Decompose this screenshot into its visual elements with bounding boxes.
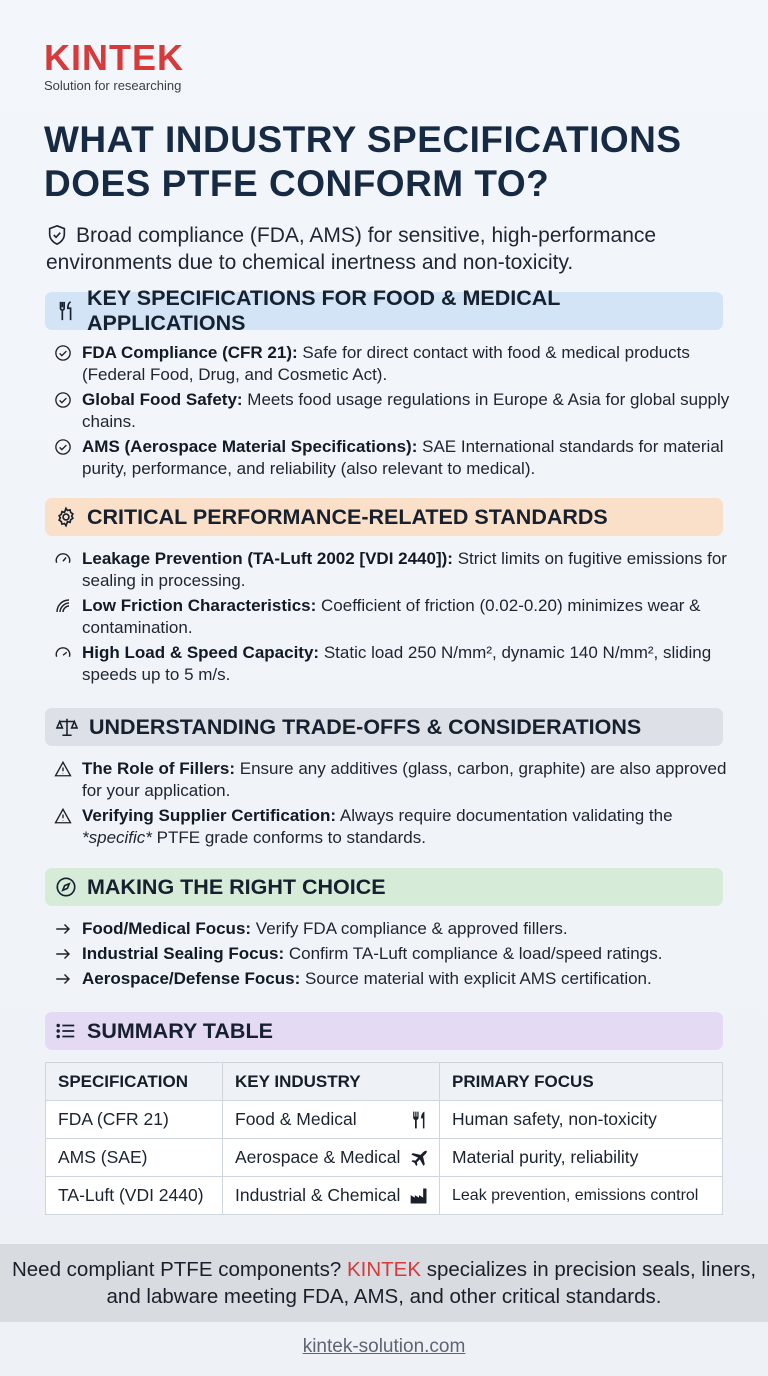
section-food-medical-heading [45, 286, 723, 335]
item-desc: Confirm TA-Luft compliance & load/speed ratings. [288, 944, 663, 963]
table-cell-text: Industrial & Chemical [235, 1185, 401, 1205]
item-desc: Ensure any additives (glass, carbon, graphite) are also approved for your application. [82, 759, 727, 800]
section-choice-heading [45, 868, 723, 906]
compass-icon [55, 876, 77, 898]
shield-check-icon [46, 224, 68, 246]
kintek-logo [44, 37, 184, 93]
table-cell: TA-Luft (VDI 2440) [46, 1177, 223, 1215]
list-item [54, 595, 734, 639]
table-cell: Human safety, non-toxicity [440, 1101, 723, 1139]
warning-icon [54, 807, 72, 825]
table-header-row [46, 1063, 723, 1101]
item-term: Verifying Supplier Certification: [82, 806, 337, 825]
list-item [54, 436, 734, 480]
call-to-action-banner [0, 1244, 768, 1322]
section-heading-text: SUMMARY TABLE [87, 1018, 273, 1043]
factory-icon [409, 1186, 429, 1206]
item-desc: Strict limits on fugitive emissions for sealing in processing. [82, 549, 727, 590]
website-link[interactable]: kintek-solution.com [302, 1336, 466, 1357]
table-header: KEY INDUSTRY [223, 1063, 440, 1101]
list-item [54, 642, 734, 686]
table-cell [223, 1139, 440, 1177]
speedometer-icon [54, 644, 72, 662]
gear-icon [55, 506, 77, 528]
list-item [54, 968, 734, 990]
fork-knife-icon [55, 300, 77, 322]
item-desc: Coefficient of friction (0.02-0.20) minimizes wear & contamination. [82, 596, 701, 637]
list-item [54, 943, 734, 965]
item-term: Leakage Prevention (TA-Luft 2002 [VDI 2440]): [82, 549, 453, 568]
section-tradeoffs-heading [45, 708, 723, 746]
section-performance-heading [45, 498, 723, 536]
page-title: WHAT INDUSTRY SPECIFICATIONS DOES PTFE CONFORM TO? [44, 119, 682, 204]
tradeoffs-list [54, 758, 734, 852]
table-header: SPECIFICATION [46, 1063, 223, 1101]
section-summary-heading [45, 1012, 723, 1050]
table-row [46, 1139, 723, 1177]
table-cell: Material purity, reliability [440, 1139, 723, 1177]
item-desc: Meets food usage regulations in Europe & Asia for global supply chains. [82, 390, 730, 431]
friction-icon [54, 597, 72, 615]
item-term: Low Friction Characteristics: [82, 596, 317, 615]
fork-knife-icon [409, 1110, 429, 1130]
section-heading-text: UNDERSTANDING TRADE-OFFS & CONSIDERATIONS [89, 714, 642, 739]
summary-table [45, 1062, 723, 1215]
item-desc: Verify FDA compliance & approved fillers. [255, 919, 568, 938]
logo-tagline: Solution for researching [44, 78, 182, 93]
list-item [54, 758, 734, 802]
item-term: Global Food Safety: [82, 390, 243, 409]
logo-wordmark [44, 37, 184, 78]
table-row [46, 1177, 723, 1215]
list-item [54, 548, 734, 592]
item-term: High Load & Speed Capacity: [82, 643, 320, 662]
arrow-right-icon [54, 945, 72, 963]
arrow-right-icon [54, 970, 72, 988]
item-term: The Role of Fillers: [82, 759, 236, 778]
table-cell-text: Aerospace & Medical [235, 1147, 401, 1167]
cta-text [0, 1256, 768, 1310]
list-item [54, 805, 734, 849]
table-cell: AMS (SAE) [46, 1139, 223, 1177]
item-desc-continued: PTFE grade conforms to standards. [156, 828, 426, 847]
performance-list [54, 548, 734, 689]
table-cell-text: Food & Medical [235, 1109, 357, 1129]
list-item [54, 342, 734, 386]
item-term: Industrial Sealing Focus: [82, 944, 285, 963]
warning-icon [54, 760, 72, 778]
list-item [54, 918, 734, 940]
airplane-icon [409, 1148, 429, 1168]
list-icon [55, 1020, 77, 1042]
item-desc: Always require documentation validating the [339, 806, 673, 825]
choice-list [54, 918, 734, 993]
check-circle-icon [54, 438, 72, 456]
section-heading-text: CRITICAL PERFORMANCE-RELATED STANDARDS [87, 504, 608, 529]
intro-text [46, 222, 736, 276]
table-row [46, 1101, 723, 1139]
section-heading-text: MAKING THE RIGHT CHOICE [87, 874, 386, 899]
check-circle-icon [54, 344, 72, 362]
cta-text-after: specializes in precision seals, liners, and labware meeting FDA, AMS, and other critical standards. [106, 1258, 757, 1308]
table-cell: Leak prevention, emissions control [440, 1177, 723, 1215]
intro-body: Broad compliance (FDA, AMS) for sensitive, high-performance environments due to chemical inertness and non-toxicity. [46, 224, 657, 274]
arrow-right-icon [54, 920, 72, 938]
check-circle-icon [54, 391, 72, 409]
food-medical-list [54, 342, 734, 483]
table-cell [223, 1101, 440, 1139]
item-desc: SAE International standards for material purity, performance, and reliability (also relevant to medical). [82, 437, 724, 478]
gauge-icon [54, 550, 72, 568]
cta-text-before: Need compliant PTFE components? [11, 1258, 342, 1281]
item-term: Food/Medical Focus: [82, 919, 252, 938]
item-emphasis: *specific* [82, 828, 152, 847]
table-header: PRIMARY FOCUS [440, 1063, 723, 1101]
balance-scale-icon [55, 716, 79, 738]
table-cell: FDA (CFR 21) [46, 1101, 223, 1139]
table-cell [223, 1177, 440, 1215]
cta-brand: KINTEK [346, 1258, 422, 1281]
item-desc: Static load 250 N/mm², dynamic 140 N/mm², sliding speeds up to 5 m/s. [82, 643, 712, 684]
item-desc: Safe for direct contact with food & medical products (Federal Food, Drug, and Cosmetic Act). [82, 343, 690, 384]
item-term: Aerospace/Defense Focus: [82, 969, 301, 988]
item-desc: Source material with explicit AMS certification. [304, 969, 652, 988]
item-term: AMS (Aerospace Material Specifications): [82, 437, 418, 456]
list-item [54, 389, 734, 433]
section-heading-text: KEY SPECIFICATIONS FOR FOOD & MEDICAL APPLICATIONS [87, 286, 561, 335]
logo-name: KINTEK [44, 37, 184, 78]
item-term: FDA Compliance (CFR 21): [82, 343, 298, 362]
